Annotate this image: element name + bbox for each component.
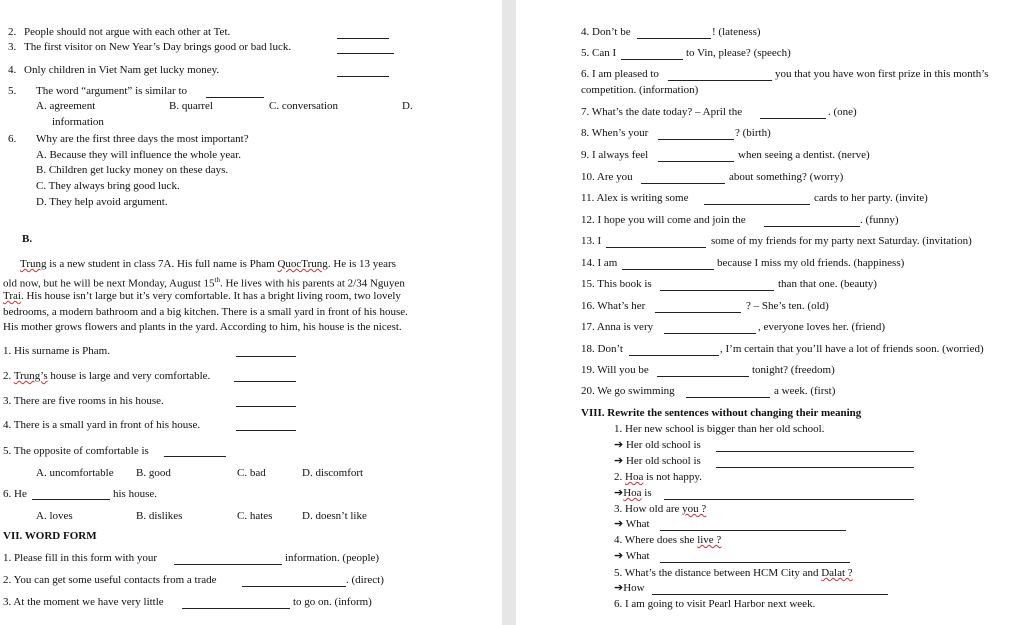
spellcheck-word: you ? <box>682 503 707 515</box>
answer-blank[interactable] <box>686 397 770 398</box>
answer-blank[interactable] <box>664 333 756 334</box>
answer-blank[interactable] <box>236 430 296 431</box>
answer-blank[interactable] <box>764 226 860 227</box>
answer-blank[interactable] <box>657 376 749 377</box>
answer-blank[interactable] <box>174 564 282 565</box>
passage-line: old now, but he will be next Monday, August 15th. He lives with his parents at 2/34 Nguyen <box>3 276 405 290</box>
answer-blank[interactable] <box>32 499 110 500</box>
rewrite-prompt: ➔ Her old school is <box>614 439 701 451</box>
option-b[interactable]: B. quarrel <box>169 100 213 112</box>
answer-blank[interactable] <box>704 204 810 205</box>
answer-blank[interactable] <box>652 594 888 595</box>
word-form-item: 18. Don’t <box>581 343 623 355</box>
word-form-item: . (one) <box>828 106 857 118</box>
word-form-item: a week. (first) <box>774 385 836 397</box>
answer-blank[interactable] <box>658 139 734 140</box>
word-form-item: 4. Don’t be <box>581 26 631 38</box>
answer-blank[interactable] <box>606 247 706 248</box>
answer-blank[interactable] <box>716 467 914 468</box>
answer-blank[interactable] <box>641 183 725 184</box>
word-form-item: 8. When’s your <box>581 127 649 139</box>
question-text: his house. <box>113 488 157 500</box>
question-text: 6. He <box>3 488 27 500</box>
word-form-item: tonight? (freedom) <box>752 364 835 376</box>
word-form-item: information. (people) <box>285 552 380 564</box>
rewrite-item: 4. Where does she live ? <box>614 534 722 546</box>
answer-blank[interactable] <box>660 530 846 531</box>
option-c[interactable]: C. They always bring good luck. <box>36 180 180 192</box>
answer-blank[interactable] <box>234 381 296 382</box>
word-form-item: 7. What’s the date today? – April the <box>581 106 743 118</box>
option-d[interactable]: D. doesn’t like <box>302 510 367 522</box>
answer-blank[interactable] <box>236 356 296 357</box>
answer-blank[interactable] <box>655 312 741 313</box>
word-form-item: ? – She’s ten. (old) <box>746 300 829 312</box>
statement: 4. There is a small yard in front of his house. <box>3 419 201 431</box>
word-form-item: 12. I hope you will come and join the <box>581 214 746 226</box>
option-b[interactable]: B. dislikes <box>136 510 183 522</box>
word-form-item: about something? (worry) <box>729 171 844 183</box>
option-a[interactable]: A. uncomfortable <box>36 467 114 479</box>
question-text: 5. The opposite of comfortable is <box>3 445 149 457</box>
option-c[interactable]: C. conversation <box>269 100 339 112</box>
answer-blank[interactable] <box>658 161 734 162</box>
word-form-item: 1. Please fill in this form with your <box>3 552 157 564</box>
option-b[interactable]: B. Children get lucky money on these days. <box>36 164 229 176</box>
answer-blank[interactable] <box>182 608 290 609</box>
answer-blank[interactable] <box>664 499 914 500</box>
rewrite-item: 5. What’s the distance between HCM City and Dalat ? <box>614 567 853 579</box>
spellcheck-word: Trung’s <box>13 370 48 382</box>
answer-blank[interactable] <box>629 355 719 356</box>
word-form-item: 5. Can I <box>581 47 617 59</box>
word-form-item: . (funny) <box>860 214 899 226</box>
tf-item-text: Only children in Viet Nam get lucky money. <box>24 64 220 76</box>
question-text: Why are the first three days the most important? <box>36 133 249 145</box>
word-form-item: . (direct) <box>346 574 384 586</box>
word-form-item: to go on. (inform) <box>293 596 372 608</box>
rewrite-item: 2. Hoa is not happy. <box>614 471 702 483</box>
word-form-item: 3. At the moment we have very little <box>3 596 164 608</box>
word-form-item: 10. Are you <box>581 171 633 183</box>
answer-blank[interactable] <box>660 290 774 291</box>
word-form-item: 13. I <box>581 235 602 247</box>
question-number: 6. <box>8 133 17 145</box>
answer-blank[interactable] <box>236 406 296 407</box>
word-form-item: cards to her party. (invite) <box>814 192 928 204</box>
answer-blank[interactable] <box>337 53 394 54</box>
word-form-item: 9. I always feel <box>581 149 649 161</box>
option-c[interactable]: C. bad <box>237 467 266 479</box>
word-form-item: 16. What’s her <box>581 300 646 312</box>
option-d[interactable]: D. <box>402 100 413 112</box>
word-form-item: 2. You can get some useful contacts from a trade <box>3 574 217 586</box>
answer-blank[interactable] <box>206 97 264 98</box>
word-form-item: some of my friends for my party next Saturday. (invitation) <box>711 235 972 247</box>
spellcheck-word: Trai <box>3 290 21 302</box>
option-a[interactable]: A. agreement <box>36 100 96 112</box>
option-b[interactable]: B. good <box>136 467 171 479</box>
question-number: 5. <box>8 85 17 97</box>
answer-blank[interactable] <box>760 118 826 119</box>
passage-line: His mother grows flowers and plants in the yard. According to him, his house is the nicest. <box>3 321 402 333</box>
word-form-item: ? (birth) <box>735 127 771 139</box>
word-form-item: 14. I am <box>581 257 618 269</box>
word-form-item: , everyone loves her. (friend) <box>758 321 886 333</box>
rewrite-prompt: ➔How <box>614 582 645 594</box>
word-form-item: when seeing a dentist. (nerve) <box>738 149 870 161</box>
rewrite-prompt: ➔ What <box>614 550 650 562</box>
spellcheck-word: Trung <box>20 258 47 270</box>
section-heading: VII. WORD FORM <box>3 530 97 542</box>
rewrite-item: 6. I am going to visit Pearl Harbor next week. <box>614 598 816 610</box>
answer-blank[interactable] <box>668 80 772 81</box>
word-form-item: 19. Will you be <box>581 364 649 376</box>
option-a[interactable]: A. Because they will influence the whole year. <box>36 149 241 161</box>
statement: 3. There are five rooms in his house. <box>3 395 164 407</box>
tf-item-text: People should not argue with each other at Tet. <box>24 26 231 38</box>
tf-item-number: 2. <box>8 26 17 38</box>
rewrite-item: 3. How old are you ? <box>614 503 707 515</box>
spellcheck-word: Hoa <box>623 487 642 499</box>
answer-blank[interactable] <box>622 269 714 270</box>
word-form-item: 17. Anna is very <box>581 321 654 333</box>
word-form-item: because I miss my old friends. (happiness) <box>717 257 905 269</box>
spellcheck-word: QuocTrung <box>277 258 328 270</box>
answer-blank[interactable] <box>164 456 226 457</box>
option-c[interactable]: C. hates <box>237 510 273 522</box>
rewrite-item: 1. Her new school is bigger than her old school. <box>614 423 825 435</box>
word-form-item: competition. (information) <box>581 84 699 96</box>
answer-blank[interactable] <box>716 451 914 452</box>
tf-item-number: 3. <box>8 41 17 53</box>
statement: 1. His surname is Pham. <box>3 345 110 357</box>
rewrite-prompt: ➔ Her old school is <box>614 455 701 467</box>
word-form-item: 6. I am pleased to <box>581 68 659 80</box>
option-d-continued: information <box>52 116 104 128</box>
question-text: The word “argument” is similar to <box>36 85 188 97</box>
word-form-item: to Vin, please? (speech) <box>686 47 791 59</box>
answer-blank[interactable] <box>337 76 389 77</box>
rewrite-prompt: ➔ What <box>614 518 650 530</box>
answer-blank[interactable] <box>337 38 389 39</box>
option-d[interactable]: D. discomfort <box>302 467 364 479</box>
tf-item-text: The first visitor on New Year’s Day brings good or bad luck. <box>24 41 292 53</box>
spellcheck-word: Dalat ? <box>821 567 853 579</box>
statement: 2. Trung’s house is large and very comfortable. <box>3 370 211 382</box>
word-form-item: 15. This book is <box>581 278 652 290</box>
spellcheck-word: live ? <box>697 534 722 546</box>
word-form-item: 11. Alex is writing some <box>581 192 689 204</box>
answer-blank[interactable] <box>621 59 683 60</box>
answer-blank[interactable] <box>242 586 346 587</box>
tf-item-number: 4. <box>8 64 17 76</box>
passage-line: Trung is a new student in class 7A. His full name is Pham QuocTrung. He is 13 years <box>20 258 396 270</box>
word-form-item: , I’m certain that you’ll have a lot of friends soon. (worried) <box>720 343 984 355</box>
answer-blank[interactable] <box>660 562 850 563</box>
rewrite-prompt: ➔Hoa is <box>614 487 652 499</box>
section-heading: B. <box>22 233 33 245</box>
answer-blank[interactable] <box>637 38 711 39</box>
section-heading: VIII. Rewrite the sentences without changing their meaning <box>581 407 862 419</box>
page-gutter <box>502 0 516 625</box>
word-form-item: you that you have won first prize in this month’s <box>775 68 989 80</box>
passage-line: Trai. His house isn’t large but it’s very comfortable. It has a bright living room, two lovely <box>3 290 401 302</box>
word-form-item: 20. We go swimming <box>581 385 675 397</box>
passage-line: bedrooms, a modern bathroom and a big kitchen. There is a small yard in front of his house. <box>3 306 408 318</box>
word-form-item: than that one. (beauty) <box>778 278 877 290</box>
word-form-item: ! (lateness) <box>712 26 761 38</box>
spellcheck-word: Hoa <box>625 471 644 483</box>
option-a[interactable]: A. loves <box>36 510 73 522</box>
option-d[interactable]: D. They help avoid argument. <box>36 196 168 208</box>
